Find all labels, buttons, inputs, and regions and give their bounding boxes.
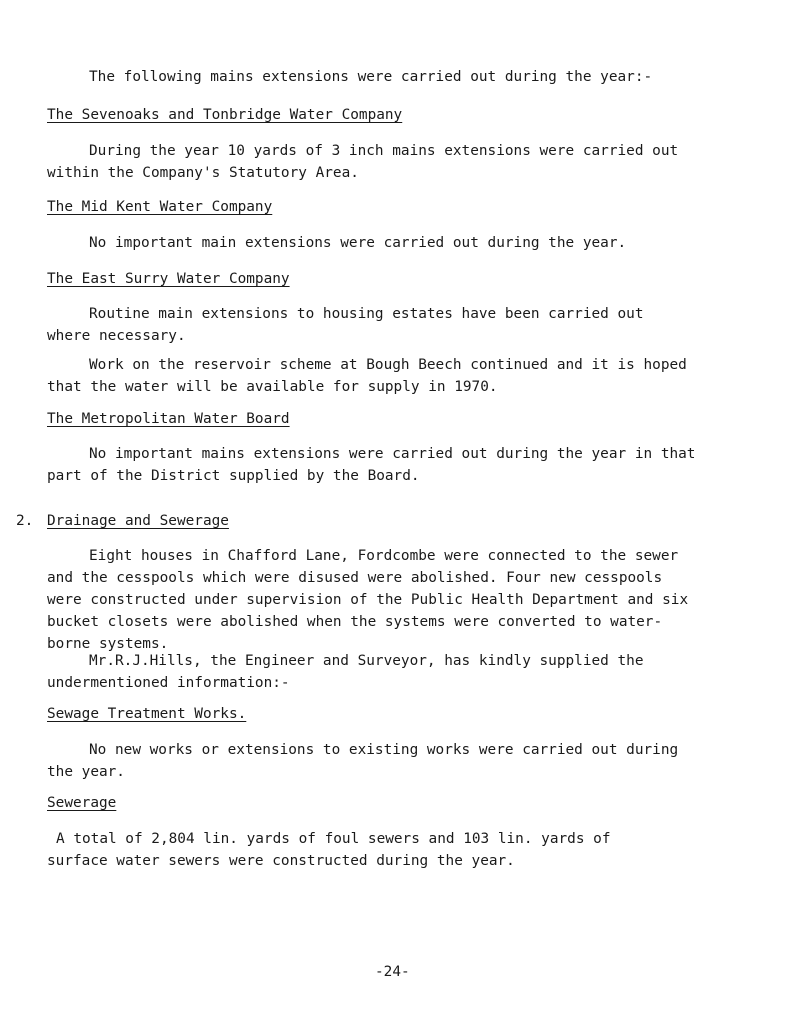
east-surry-paragraph-1 [47, 303, 644, 347]
paragraph-line: were constructed under supervision of the Public Health Department and six [47, 592, 689, 608]
sevenoaks-paragraph [47, 140, 678, 184]
mid-kent-paragraph [47, 232, 626, 254]
paragraph-line: undermentioned information:- [47, 675, 290, 691]
paragraph-line: bucket closets were abolished when the systems were converted to water- [47, 614, 663, 630]
sewage-treatment-heading: Sewage Treatment Works. [47, 706, 247, 722]
sewage-treatment-paragraph [47, 739, 678, 783]
paragraph-line: Mr.R.J.Hills, the Engineer and Surveyor, has kindly supplied the [89, 653, 644, 669]
sewerage-paragraph [47, 828, 611, 872]
paragraph-line: borne systems. [47, 636, 169, 652]
paragraph-line: Routine main extensions to housing estates have been carried out [89, 306, 644, 322]
page-number: -24- [375, 964, 410, 980]
paragraph-line: and the cesspools which were disused were abolished. Four new cesspools [47, 570, 663, 586]
paragraph-line: Eight houses in Chafford Lane, Fordcombe were connected to the sewer [89, 548, 679, 564]
paragraph-line: the year. [47, 764, 125, 780]
paragraph-line: where necessary. [47, 328, 186, 344]
east-surry-paragraph-2 [47, 354, 687, 398]
drainage-paragraph-1 [47, 545, 688, 655]
intro-text: The following mains extensions were carried out during the year:- [89, 69, 653, 85]
drainage-heading: Drainage and Sewerage [47, 513, 229, 529]
metropolitan-paragraph [47, 443, 695, 487]
paragraph-line: within the Company's Statutory Area. [47, 165, 359, 181]
paragraph-line: part of the District supplied by the Board. [47, 468, 420, 484]
paragraph-line: During the year 10 yards of 3 inch mains extensions were carried out [89, 143, 679, 159]
paragraph-line: No new works or extensions to existing works were carried out during [89, 742, 679, 758]
paragraph-line: No important mains extensions were carried out during the year in that [89, 446, 696, 462]
mid-kent-heading: The Mid Kent Water Company [47, 199, 273, 215]
paragraph-line: No important main extensions were carried out during the year. [89, 235, 627, 251]
paragraph-line: that the water will be available for supply in 1970. [47, 379, 498, 395]
drainage-paragraph-2 [47, 650, 644, 694]
section-number: 2. [16, 513, 34, 529]
sevenoaks-heading: The Sevenoaks and Tonbridge Water Company [47, 107, 403, 123]
paragraph-line: surface water sewers were constructed during the year. [47, 853, 515, 869]
east-surry-heading: The East Surry Water Company [47, 271, 290, 287]
paragraph-line: Work on the reservoir scheme at Bough Beech continued and it is hoped [89, 357, 687, 373]
metropolitan-heading: The Metropolitan Water Board [47, 411, 290, 427]
sewerage-heading: Sewerage [47, 795, 117, 811]
paragraph-line: A total of 2,804 lin. yards of foul sewers and 103 lin. yards of [56, 831, 611, 847]
